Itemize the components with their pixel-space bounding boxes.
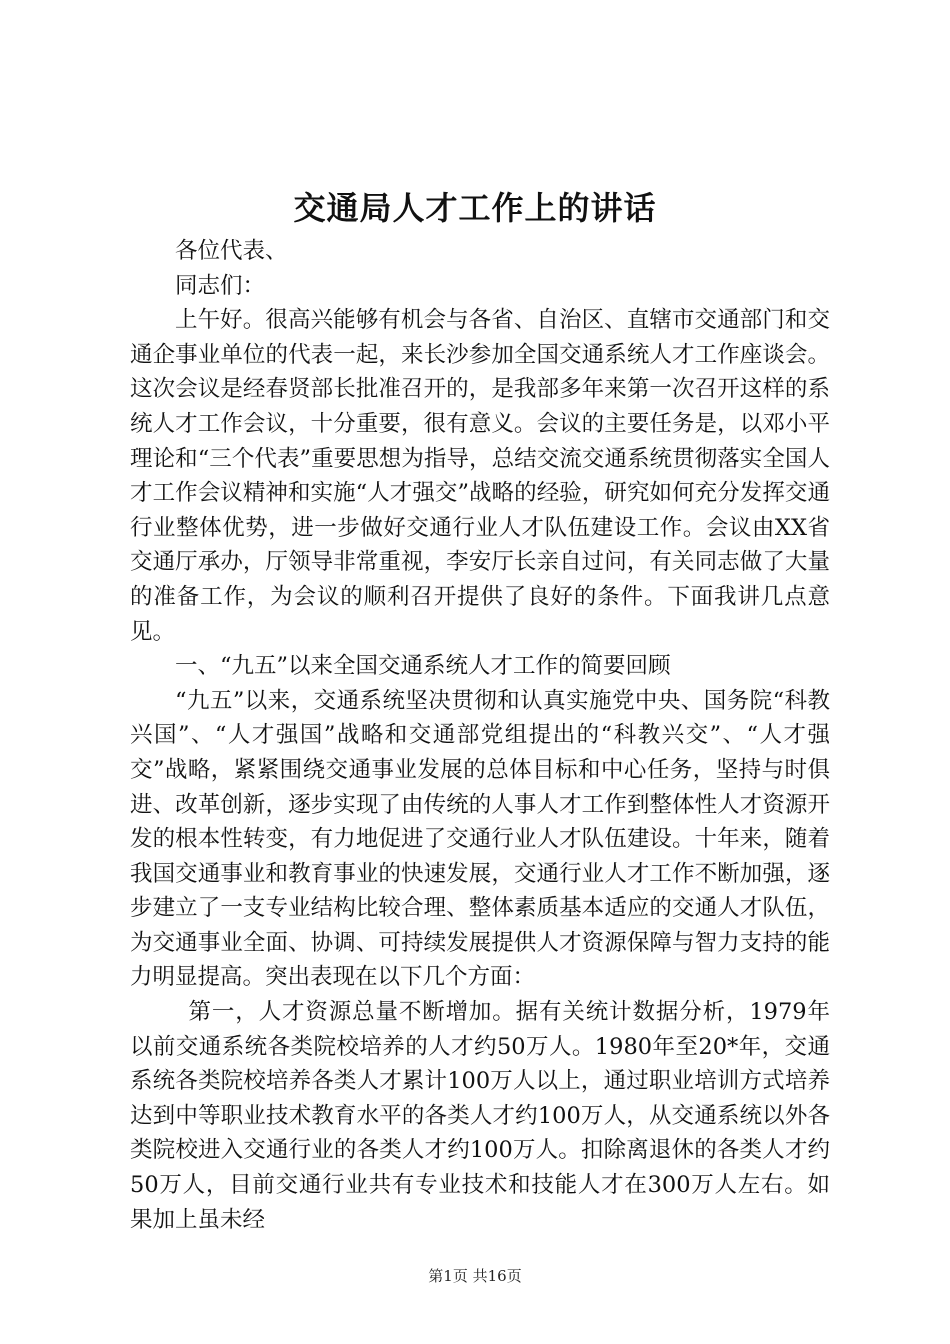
paragraph-opening: 上午好。很高兴能够有机会与各省、自治区、直辖市交通部门和交通企事业单位的代表一起，来长沙参加全国交通系统人才工作座谈会。这次会议是经春贤部长批准召开的，是我部多年来第一次召开这样的系统人才工作会议，十分重要，很有意义。会议的主要任务是，以邓小平理论和“三个代表”重要思想为指导，总结交流交通系统贯彻落实全国人才工作会议精神和实施“人才强交”战略的经验，研究如何充分发挥交通行业整体优势，进一步做好交通行业人才队伍建设工作。会议由XX省交通厅承办，厅领导非常重视，李安厅长亲自过问，有关同志做了大量的准备工作，为会议的顺利召开提供了良好的条件。下面我讲几点意见。: [130, 307, 830, 645]
paragraph-point-1: 第一，人才资源总量不断增加。据有关统计数据分析，1979年以前交通系统各类院校培养的人才约50万人。1980年至20*年，交通系统各类院校培养各类人才累计100万人以上，通过职业培训方式培养达到中等职业技术教育水平的各类人才约100万人，从交通系统以外各类院校进入交通行业的各类人才约100万人。扣除离退休的各类人才约50万人，目前交通行业共有专业技术和技能人才在300万人左右。如果加上虽未经: [130, 999, 830, 1233]
page-number-label: 第1页 共16页: [428, 1267, 522, 1285]
paragraph-review: “九五”以来，交通系统坚决贯彻和认真实施党中央、国务院“科教兴国”、“人才强国”战略和交通部党组提出的“科教兴交”、“人才强交”战略，紧紧围绕交通事业发展的总体目标和中心任务，坚持与时俱进、改革创新，逐步实现了由传统的人事人才工作到整体性人才资源开发的根本性转变，有力地促进了交通行业人才队伍建设。十年来，随着我国交通事业和教育事业的快速发展，交通行业人才工作不断加强，逐步建立了一支专业结构比较合理、整体素质基本适应的交通人才队伍，为交通事业全面、协调、可持续发展提供人才资源保障与智力支持的能力明显提高。突出表现在以下几个方面：: [130, 687, 830, 991]
salutation-line-2: 同志们：: [175, 272, 266, 299]
document-body: [130, 234, 830, 1237]
salutation-line-1: 各位代表、: [175, 238, 288, 264]
page-footer: [0, 1266, 950, 1286]
section-heading-1: 一、“九五”以来全国交通系统人才工作的简要回顾: [175, 653, 671, 680]
document-title: 交通局人才工作上的讲话: [293, 189, 657, 227]
